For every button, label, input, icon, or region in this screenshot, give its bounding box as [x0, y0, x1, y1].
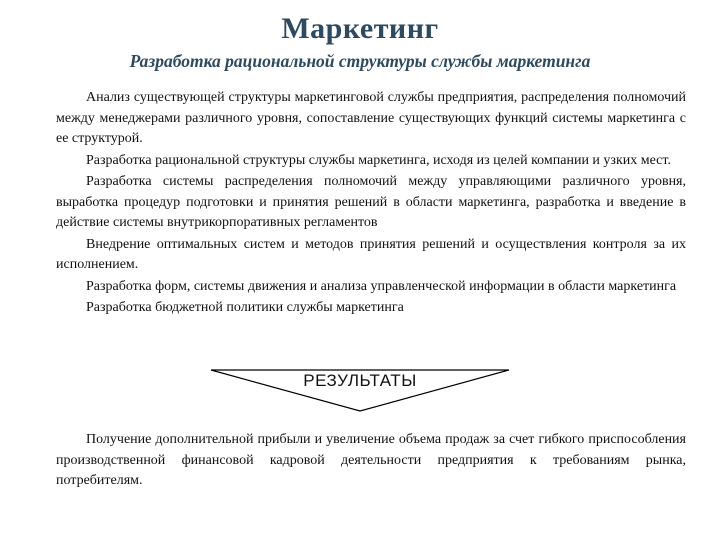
- task-paragraph: Разработка форм, системы движения и анализа управленческой информации в области маркетинга: [86, 278, 677, 294]
- task-paragraph: Разработка рациональной структуры службы маркетинга, исходя из целей компании и узких мест.: [86, 152, 671, 168]
- results-conclusion: [56, 430, 686, 492]
- task-paragraph: Анализ существующей структуры маркетинговой службы предприятия, распределения полномочий между менеджерами различного уровня, сопоставление существующих функций системы маркетинга с ее структурой.: [56, 90, 686, 146]
- task-list: [56, 88, 686, 320]
- task-paragraph: Разработка системы распределения полномочий между управляющими различного уровня, выработка процедур подготовки и принятия решений в области маркетинга, разработка и введение в действие системы внутрикорпоративных регламентов: [56, 174, 686, 230]
- page-title: Маркетинг: [281, 12, 439, 45]
- conclusion-paragraph: Получение дополнительной прибыли и увеличение объема продаж за счет гибкого приспособления производственной финансовой кадровой деятельности предприятия к требованиям рынка, потребителям.: [56, 432, 686, 488]
- page-subtitle: Разработка рациональной структуры службы маркетинга: [129, 51, 591, 71]
- task-paragraph: Разработка бюджетной политики службы маркетинга: [86, 300, 404, 315]
- results-banner: [210, 369, 510, 413]
- task-paragraph: Внедрение оптимальных систем и методов принятия решений и осуществления контроля за их исполнением.: [56, 236, 686, 272]
- results-label: РЕЗУЛЬТАТЫ: [303, 371, 417, 390]
